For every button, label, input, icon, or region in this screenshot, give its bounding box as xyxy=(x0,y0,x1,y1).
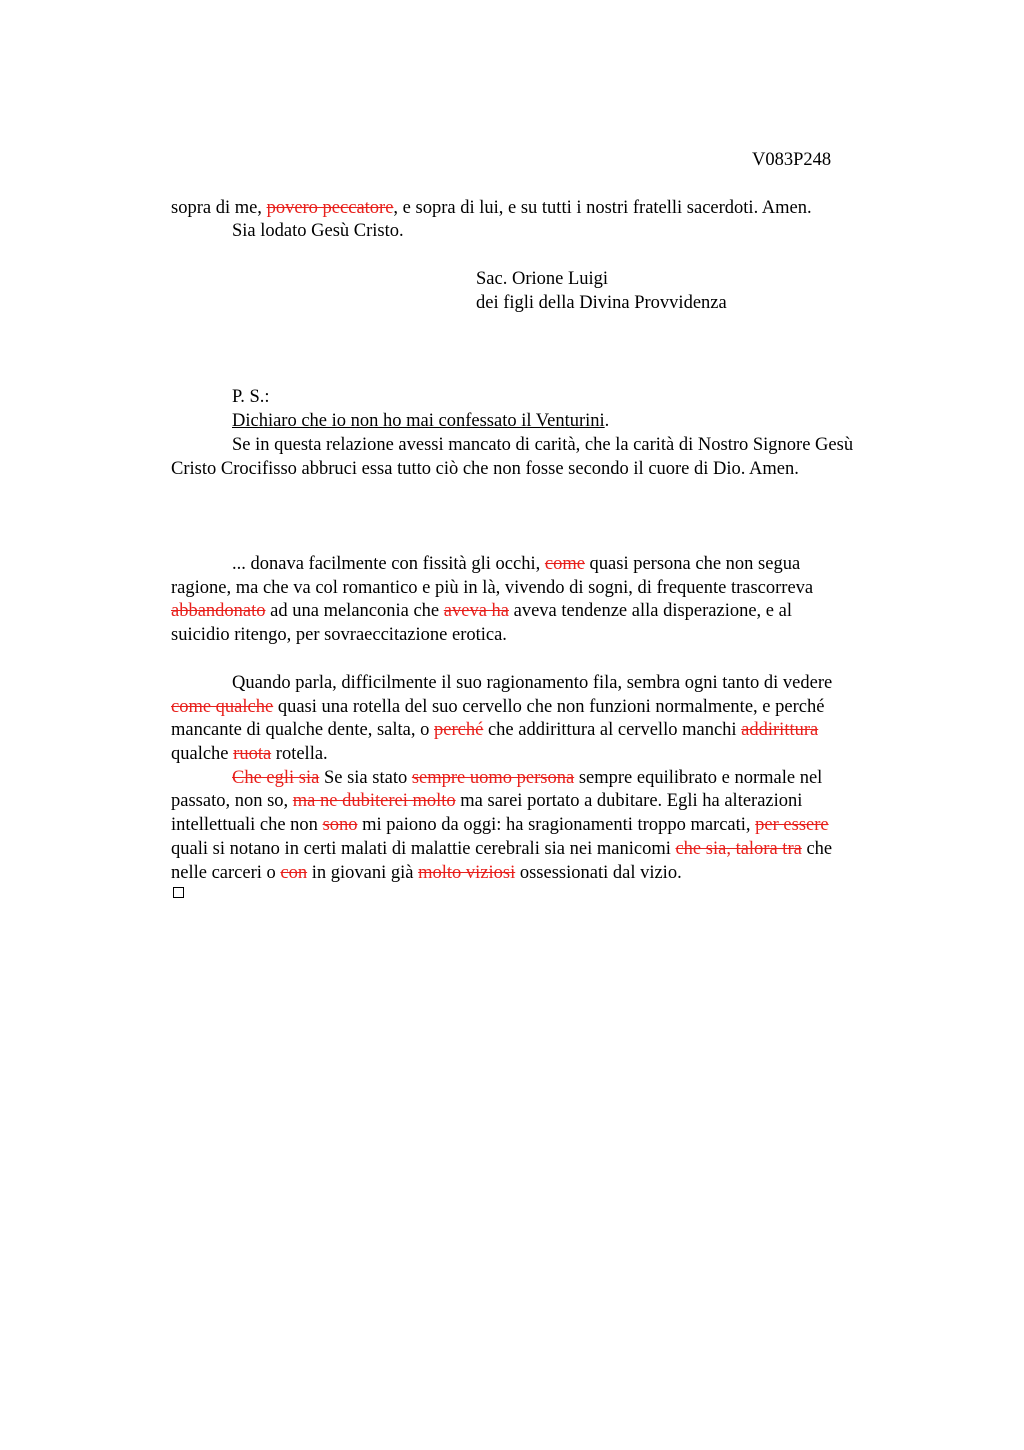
paragraph-3-line-4 xyxy=(171,837,832,861)
text-segment: . xyxy=(604,411,610,431)
deleted-text: per essere xyxy=(755,815,829,835)
text-segment: qualche xyxy=(171,744,234,764)
paragraph-1-line-2: ragione, ma che va col romantico e più in là, vivendo di sogni, di frequente trascorreva xyxy=(171,578,814,598)
deleted-text: abbandonato xyxy=(171,601,266,621)
text-segment: quali si notano in certi malati di malattie cerebrali sia nei manicomi xyxy=(171,839,676,859)
text-segment: quasi una rotella del suo cervello che non funzioni normalmente, e perché xyxy=(273,697,825,717)
paragraph-2-line-4 xyxy=(171,742,328,766)
deleted-text: ruota xyxy=(233,744,272,764)
paragraph-1-line-1 xyxy=(232,552,800,576)
closing-line-1 xyxy=(171,196,812,220)
text-segment: ... donava facilmente con fissità gli occhi, xyxy=(232,554,545,574)
text-segment: che addirittura al cervello manchi xyxy=(483,720,742,740)
deleted-text: molto viziosi xyxy=(418,863,516,883)
deleted-text: con xyxy=(280,863,308,883)
paragraph-2-line-1: Quando parla, difficilmente il suo ragionamento fila, sembra ogni tanto di vedere xyxy=(232,673,833,693)
paragraph-2-line-2 xyxy=(171,695,824,719)
text-segment: aveva tendenze alla disperazione, e al xyxy=(509,601,792,621)
paragraph-1-line-3 xyxy=(171,599,792,623)
deleted-text: come qualche xyxy=(171,697,274,717)
paragraph-3-line-2 xyxy=(171,789,802,813)
page-identifier: V083P248 xyxy=(752,150,832,170)
deleted-text: come xyxy=(544,554,585,574)
signature-name: Sac. Orione Luigi xyxy=(476,269,609,289)
text-segment: che xyxy=(801,839,833,859)
ps-declaration xyxy=(232,409,609,433)
ps-label: P. S.: xyxy=(232,387,270,407)
underlined-text: Dichiaro che io non ho mai confessato il Venturini xyxy=(232,411,605,431)
text-segment: sempre equilibrato e normale nel xyxy=(574,768,823,788)
deleted-text: sempre uomo persona xyxy=(411,768,575,788)
text-segment: Se sia stato xyxy=(319,768,412,788)
text-segment: mancante di qualche dente, salta, o xyxy=(171,720,435,740)
closing-line-2: Sia lodato Gesù Cristo. xyxy=(232,221,404,241)
text-segment: mi paiono da oggi: ha sragionamenti troppo marcati, xyxy=(357,815,756,835)
text-segment: , e sopra di lui, e su tutti i nostri fratelli sacerdoti. Amen. xyxy=(393,198,812,218)
deleted-text: addirittura xyxy=(741,720,819,740)
deleted-text: Che egli sia xyxy=(232,768,320,788)
deleted-text: aveva ha xyxy=(443,601,509,621)
text-segment: sopra di me, xyxy=(171,198,267,218)
text-segment: ossessionati dal vizio. xyxy=(515,863,682,883)
text-segment: in giovani già xyxy=(307,863,419,883)
deleted-text: che sia, talora tra xyxy=(675,839,802,859)
text-segment: ma sarei portato a dubitare. Egli ha alterazioni xyxy=(455,791,803,811)
paragraph-1-line-4: suicidio ritengo, per sovraeccitazione erotica. xyxy=(171,625,507,645)
text-segment: passato, non so, xyxy=(171,791,293,811)
signature-organization: dei figli della Divina Provvidenza xyxy=(476,293,727,313)
text-segment: ad una melanconia che xyxy=(265,601,444,621)
text-segment: intellettuali che non xyxy=(171,815,323,835)
ps-line-1: Se in questa relazione avessi mancato di carità, che la carità di Nostro Signore Gesù xyxy=(232,435,854,455)
deleted-text: ma ne dubiterei molto xyxy=(292,791,456,811)
ps-line-2: Cristo Crocifisso abbruci essa tutto ciò che non fosse secondo il cuore di Dio. Amen. xyxy=(171,459,799,479)
paragraph-2-line-3 xyxy=(171,718,818,742)
deleted-text: sono xyxy=(322,815,358,835)
deleted-text: povero peccatore xyxy=(266,198,394,218)
text-segment: nelle carceri o xyxy=(171,863,281,883)
empty-box-icon xyxy=(173,887,184,898)
paragraph-3-line-3 xyxy=(171,813,829,837)
deleted-text: perché xyxy=(434,720,484,740)
paragraph-3-line-1 xyxy=(232,766,822,790)
text-segment: rotella. xyxy=(271,744,328,764)
text-segment: quasi persona che non segua xyxy=(584,554,801,574)
paragraph-3-line-5 xyxy=(171,861,682,885)
